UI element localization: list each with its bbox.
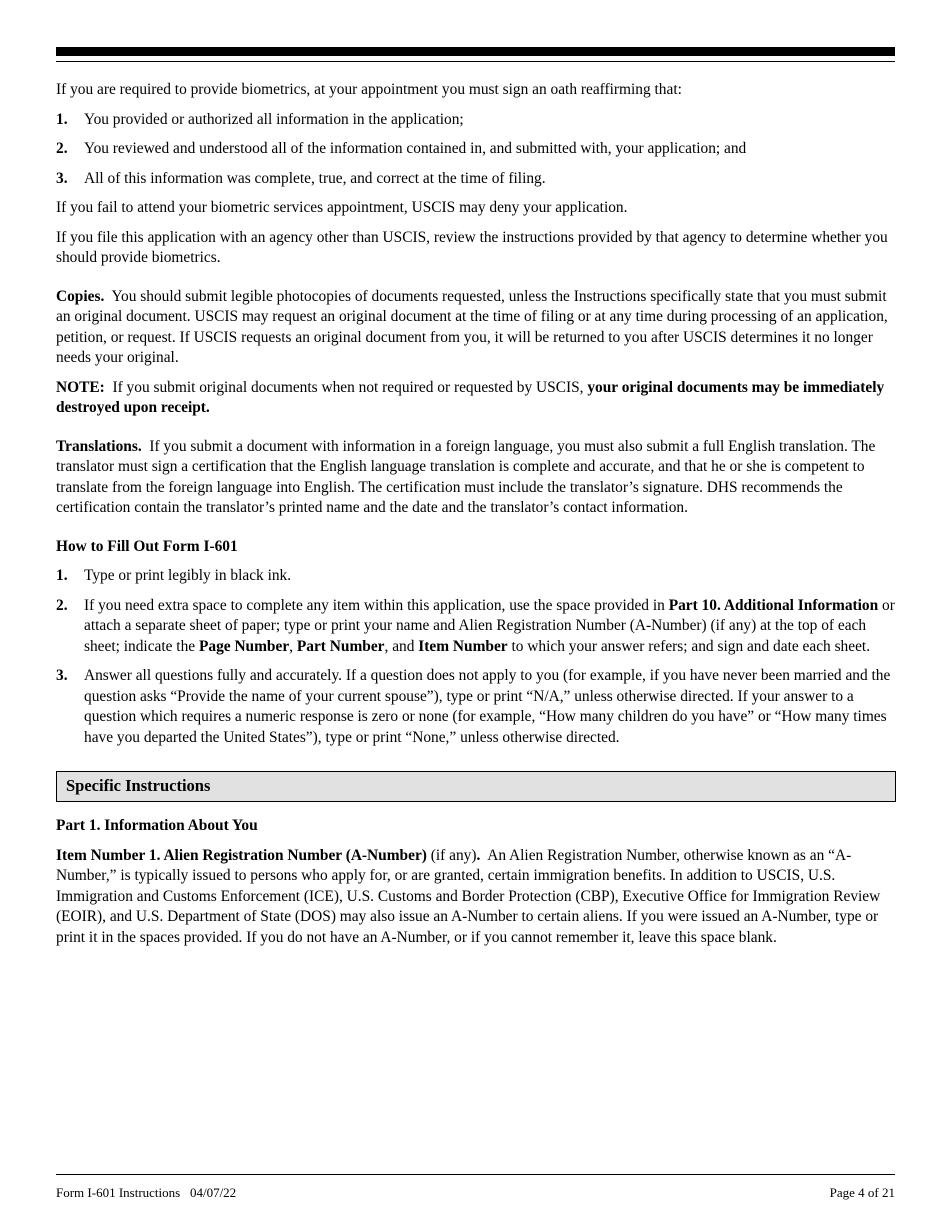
list-item <box>56 139 896 160</box>
footer-rule <box>56 1174 895 1175</box>
list-item <box>56 666 896 748</box>
how-to-fill-heading <box>56 537 896 558</box>
biometrics-other-agency-text: If you file this application with an agency other than USCIS, review the instructions provided by that agency to determine whether you should provide biometrics. <box>56 228 888 266</box>
list-text-part: If you need extra space to complete any item within this application, use the space provided in <box>84 596 665 614</box>
item-1-period: . <box>476 846 481 864</box>
list-text: Answer all questions fully and accurately. If a question does not apply to you (for example, if you have never been married and the question asks “Provide the name of your current spouse”), type or print “N/A,” unless otherwise directed. If your answer to a question which requires a numeric response is zero or none (for example, “How many children do you have” or “How many times have you departed the United States”), type or print “None,” unless otherwise directed. <box>84 667 891 746</box>
page-content <box>56 80 896 957</box>
list-text: Type or print legibly in black ink. <box>84 567 292 584</box>
header-thin-rule <box>56 61 895 62</box>
item-1-paragraph <box>56 846 896 949</box>
list-text-bold: Part 10. Additional Information <box>668 596 879 614</box>
item-1-paren: (if any) <box>430 846 477 864</box>
copies-text: You should submit legible photocopies of documents requested, unless the Instructions specifically state that you must submit an original document. USCIS may request an original document at the time of filing or at any time during processing of an application, petition, or request. If USCIS requests an original document from you, it will be returned to you after USCIS determines it no longer needs your original. <box>56 287 888 366</box>
list-text-part: , <box>289 637 294 655</box>
list-number: 3. <box>56 169 68 187</box>
list-text-part: or attach a separate sheet of paper; type or print your name and Alien Registration Number (A-Number) (if any) at the top of each sheet; indicate the <box>84 596 895 655</box>
list-item <box>56 110 896 131</box>
list-number: 1. <box>56 110 68 128</box>
list-text-part: , and <box>384 637 415 655</box>
list-item <box>56 596 896 658</box>
list-number: 1. <box>56 567 68 584</box>
list-item <box>56 566 896 587</box>
list-item <box>56 169 896 190</box>
footer-form-id-text: Form I-601 Instructions 04/07/22 <box>56 1185 237 1200</box>
footer-form-id <box>56 1183 236 1204</box>
note-text: If you submit original documents when not required or requested by USCIS, <box>112 378 584 396</box>
translations-paragraph <box>56 437 896 519</box>
how-to-fill-heading-text: How to Fill Out Form I-601 <box>56 537 238 555</box>
item-1-label: Item Number 1. Alien Registration Number (A-Number) <box>56 846 427 864</box>
list-text-bold: Item Number <box>418 637 508 655</box>
note-paragraph <box>56 378 896 419</box>
header-thick-rule <box>56 47 895 56</box>
footer-page-number: Page 4 of 21 <box>829 1185 895 1200</box>
list-text <box>84 596 896 658</box>
list-number: 2. <box>56 140 68 157</box>
list-text-part: to which your answer refers; and sign and date each sheet. <box>511 637 871 655</box>
part-1-heading: Part 1. Information About You <box>56 817 258 834</box>
list-text-bold: Page Number <box>198 637 290 655</box>
list-text-bold: Part Number <box>296 637 385 655</box>
biometrics-fail-text: If you fail to attend your biometric services appointment, USCIS may deny your application. <box>56 199 628 216</box>
how-to-fill-list <box>56 566 896 748</box>
note-bold-text: your original documents may be immediately destroyed upon receipt. <box>56 378 885 416</box>
copies-paragraph <box>56 287 896 369</box>
list-text: You provided or authorized all information in the application; <box>84 110 464 128</box>
item-1-text: An Alien Registration Number, otherwise known as an “A-Number,” is typically issued to persons who apply for, or are granted, certain immigration benefits. In addition to USCIS, U.S. Immigration and Customs Enforcement (ICE), U.S. Customs and Border Protection (CBP), Executive Office for Immigration Review (EOIR), and U.S. Department of State (DOS) may also issue an A-Number to certain aliens. If you were issued an A-Number, type or print it in the spaces provided. If you do not have an A-Number, or if you cannot remember it, leave this space blank. <box>56 846 881 946</box>
list-text: All of this information was complete, true, and correct at the time of filing. <box>84 169 546 187</box>
translations-text: If you submit a document with information in a foreign language, you must also submit a full English translation. The translator must sign a certification that the English language translation is complete and accurate, and that he or she is competent to translate from the foreign language into English. The certification must include the translator’s signature. DHS recommends the certification contain the translator’s printed name and the date and the translator’s contact information. <box>56 437 876 516</box>
copies-label: Copies. <box>56 287 105 305</box>
list-number: 2. <box>56 596 68 614</box>
biometrics-oath-list <box>56 110 896 190</box>
list-text: You reviewed and understood all of the information contained in, and submitted with, your application; and <box>84 140 747 157</box>
translations-label: Translations. <box>56 437 142 455</box>
biometrics-intro: If you are required to provide biometrics, at your appointment you must sign an oath reaffirming that: <box>56 81 682 98</box>
note-label: NOTE: <box>56 378 105 396</box>
list-number: 3. <box>56 667 68 684</box>
section-header-specific-instructions: Specific Instructions <box>56 771 896 802</box>
